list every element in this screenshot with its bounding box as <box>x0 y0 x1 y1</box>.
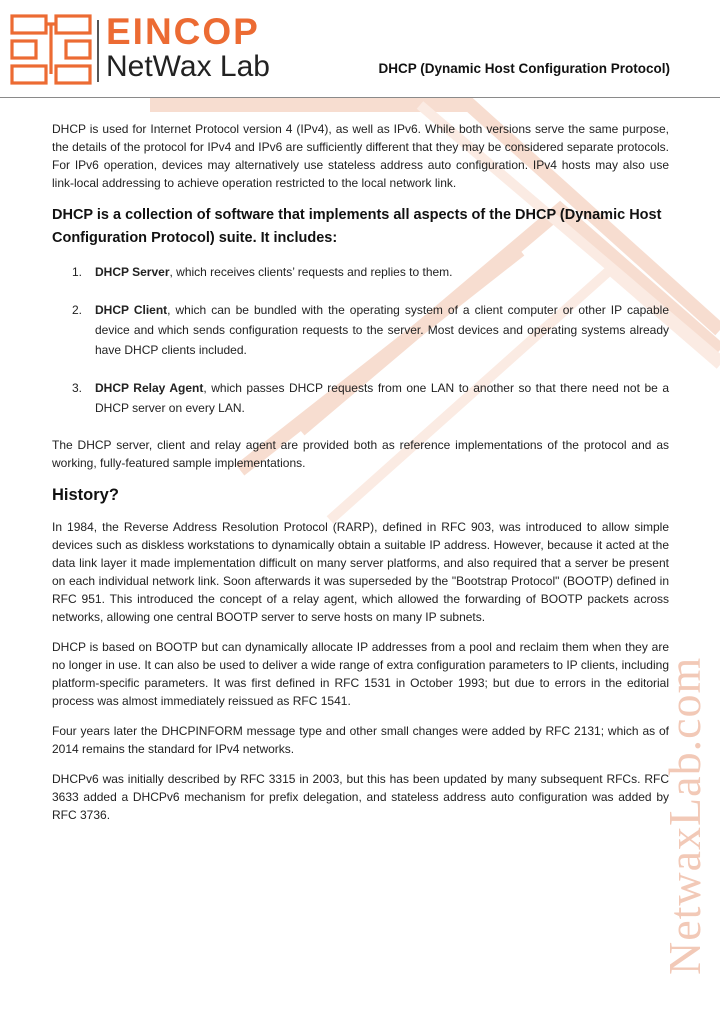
document-title: DHCP (Dynamic Host Configuration Protocol) <box>378 61 670 76</box>
history-paragraph: DHCP is based on BOOTP but can dynamically allocate IP addresses from a pool and reclaim them when they are no longer in use. It can also be used to deliver a wide range of extra configuration parameters to IP clients, including platform-specific parameters. It was first defined in RFC 1531 in October 1993; but due to errors in the editorial process was almost immediately reissued as RFC 1541. <box>52 640 669 708</box>
components-list <box>52 262 669 418</box>
brand-name-netwax-lab: NetWax Lab <box>106 50 270 83</box>
page-header <box>0 0 720 98</box>
watermark-text: NetwaxLab.com <box>659 656 710 975</box>
list-item-text <box>95 262 669 282</box>
history-paragraph: Four years later the DHCPINFORM message type and other small changes were added by RFC 2131; which as of 2014 remains the standard for IPv4 networks. <box>52 724 669 756</box>
list-item <box>52 378 669 418</box>
component-term: DHCP Server <box>95 265 170 279</box>
history-heading: History? <box>52 486 119 504</box>
history-paragraph: In 1984, the Reverse Address Resolution Protocol (RARP), defined in RFC 903, was introduced to allow simple devices such as diskless workstations to dynamically obtain a suitable IP address. However, because it acted at the data link layer it made implementation difficult on many server platforms, and also required that a server be present on each individual network link. Soon afterwards it was superseded by the "Bootstrap Protocol" (BOOTP) defined in RFC 951. This introduced the concept of a relay agent, which allowed the forwarding of BOOTP packets across networks, allowing one central BOOTP server to serve hosts on many IP subnets. <box>52 520 669 624</box>
component-term: DHCP Relay Agent <box>95 381 204 395</box>
logo-separator <box>97 20 99 82</box>
summary-paragraph: The DHCP server, client and relay agent are provided both as reference implementations of the protocol and as working, fully-featured sample implementations. <box>52 438 669 470</box>
list-item-text <box>95 378 669 418</box>
list-number: 2. <box>72 303 83 317</box>
intro-paragraph: DHCP is used for Internet Protocol version 4 (IPv4), as well as IPv6. While both versions serve the same purpose, the details of the protocol for IPv4 and IPv6 are sufficiently different that they may be considered separate protocols. For IPv6 operation, devices may alternatively use stateless address auto configuration. IPv4 hosts may also use link-local addressing to achieve operation restricted to the local network link. <box>52 122 669 190</box>
document-body <box>52 120 669 836</box>
suite-heading: DHCP is a collection of software that implements all aspects of the DHCP (Dynamic Host Configuration Protocol) suite. It includes: <box>52 207 662 246</box>
list-number: 3. <box>72 381 83 395</box>
list-item-text <box>95 300 669 360</box>
list-item <box>52 262 669 282</box>
component-description: , which receives clients’ requests and replies to them. <box>169 265 453 279</box>
component-description: , which passes DHCP requests from one LAN to another so that there need not be a DHCP server on every LAN. <box>95 381 669 415</box>
component-description: , which can be bundled with the operating system of a client computer or other IP capable device and which sends configuration requests to the server. Most devices and operating systems already have DHCP clients included. <box>95 303 669 357</box>
component-term: DHCP Client <box>95 303 168 317</box>
list-number: 1. <box>72 265 83 279</box>
brand-name-eincop: EINCOP <box>106 11 260 52</box>
eincop-logo-icon <box>10 14 92 86</box>
list-item <box>52 300 669 360</box>
history-paragraph: DHCPv6 was initially described by RFC 3315 in 2003, but this has been updated by many subsequent RFCs. RFC 3633 added a DHCPv6 mechanism for prefix delegation, and stateless address auto configuration was added by RFC 3736. <box>52 772 669 822</box>
header-divider <box>0 97 720 98</box>
